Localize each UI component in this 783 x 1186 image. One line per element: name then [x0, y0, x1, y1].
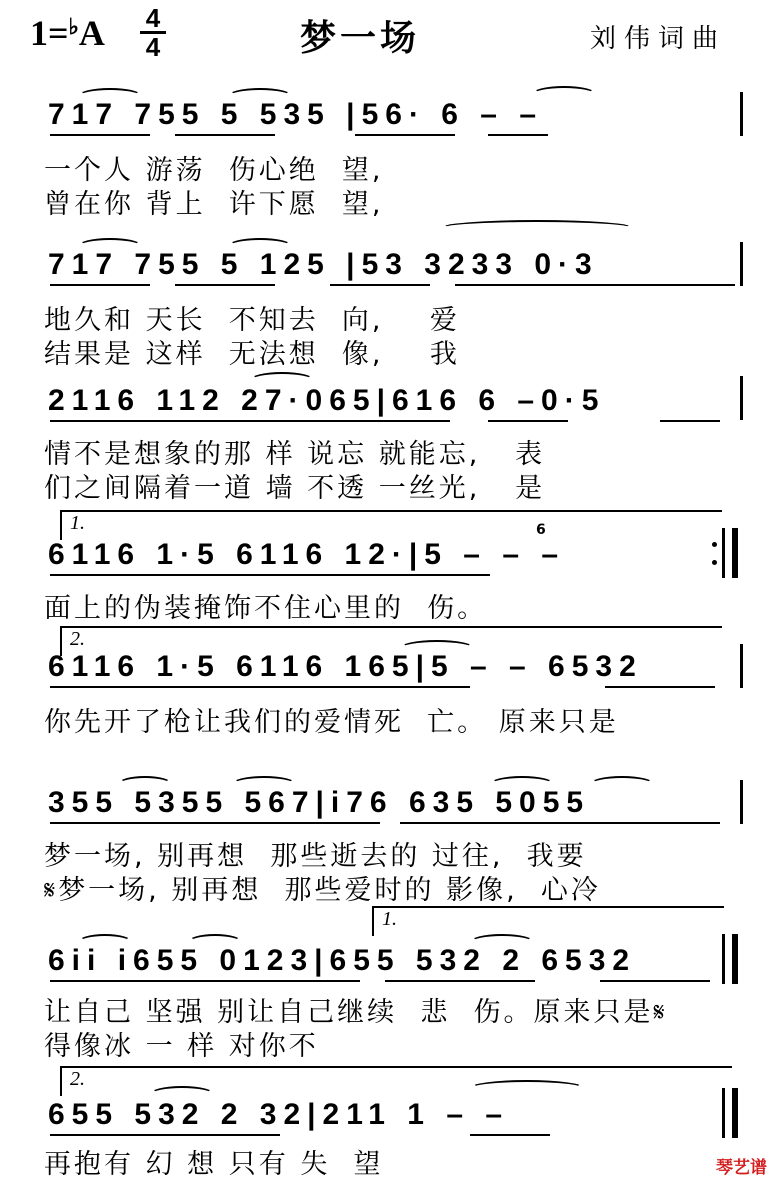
final-barline: [732, 1088, 738, 1138]
volta-number: 2.: [70, 628, 85, 650]
beam: [330, 284, 430, 286]
song-title: 梦一场: [300, 18, 421, 59]
volta-bracket: [60, 510, 722, 540]
lyric-line: 一个人 游荡 伤心绝 望,: [44, 155, 384, 186]
lyric-line: 得像冰 一 样 对你不: [44, 1031, 319, 1062]
notes-row: 6116 1·5 6116 165|5 – – 6532: [48, 650, 643, 683]
beam: [50, 574, 490, 576]
beam: [50, 134, 150, 136]
grace-note: 6: [536, 522, 546, 538]
watermark-logo: [716, 1153, 767, 1178]
time-top: 4: [145, 3, 161, 33]
barline: [740, 780, 743, 824]
repeat-dot: [712, 560, 717, 565]
lyric-line: 们之间隔着一道 墙 不透 一丝光, 是: [44, 473, 546, 504]
beam: [50, 822, 380, 824]
volta-bracket: [372, 906, 724, 936]
time-signature: [140, 3, 166, 62]
barline: [740, 242, 743, 286]
slur: [490, 776, 554, 792]
lyric-line: 你先开了枪让我们的爱情死 亡。 原来只是: [44, 707, 619, 738]
slur: [118, 776, 172, 792]
barline: [740, 644, 743, 688]
volta-number: 2.: [70, 1068, 85, 1090]
beam: [488, 134, 548, 136]
beam: [175, 284, 275, 286]
notes-row: 6ii i655 0123|655 532 2 6532: [48, 944, 637, 977]
beam: [600, 980, 710, 982]
beam: [50, 420, 450, 422]
beam: [488, 420, 568, 422]
beam: [50, 980, 360, 982]
slur: [78, 88, 142, 104]
slur: [470, 1080, 584, 1096]
lyric-text: 梦一场, 别再想 那些爱时的 影像, 心冷: [58, 875, 601, 906]
notes-row: 655 532 2 32|211 1 – –: [48, 1098, 525, 1131]
segno-icon: 𝄋: [653, 998, 668, 1028]
final-barline: [732, 528, 738, 578]
slur: [188, 934, 242, 950]
notes-row: 355 5355 567|i76 635 5055: [48, 786, 591, 819]
lyric-text: 让自己 坚强 别让自己继续 悲 伤。原来只是: [44, 997, 654, 1028]
barline: [740, 92, 743, 136]
beam: [660, 420, 720, 422]
beam: [455, 284, 735, 286]
beam: [605, 686, 715, 688]
key-note: A: [78, 13, 105, 53]
slur: [400, 640, 474, 656]
time-bottom: 4: [145, 32, 161, 62]
lyric-line: 面上的伪装掩饰不住心里的 伤。: [44, 593, 488, 624]
slur: [250, 372, 314, 388]
final-barline: [732, 934, 738, 984]
slur: [590, 776, 654, 792]
lyric-line: 地久和 天长 不知去 向, 爱: [44, 305, 460, 336]
volta-number: 1.: [70, 512, 85, 534]
barline: [722, 1088, 725, 1138]
notes-row: 2116 112 27·065|616 6 –0·5: [48, 384, 606, 417]
lyric-line: [44, 868, 601, 907]
lyric-line: 结果是 这样 无法想 像, 我: [44, 339, 460, 370]
slur: [232, 776, 296, 792]
lyric-line: 再抱有 幻 想 只有 失 望: [44, 1149, 384, 1180]
slur: [228, 88, 292, 104]
lyric-line: 情不是想象的那 样 说忘 就能忘, 表: [44, 439, 546, 470]
slur: [440, 220, 634, 236]
repeat-dot: [712, 542, 717, 547]
beam: [355, 134, 455, 136]
watermark-text: 琴艺谱: [716, 1158, 767, 1178]
barline: [740, 376, 743, 420]
slur: [78, 934, 132, 950]
song-author: 刘伟词曲: [590, 24, 727, 54]
notes-row: 717 755 5 535 |56· 6 – –: [48, 98, 559, 131]
notes-row: 6116 1·5 6116 12·|5 – – –: [48, 538, 581, 571]
slur: [532, 86, 596, 102]
key-signature: [30, 12, 105, 54]
beam: [470, 1134, 550, 1136]
beam: [400, 822, 720, 824]
slur: [228, 238, 292, 254]
slur: [470, 934, 534, 950]
segno-icon: 𝄋: [44, 876, 59, 906]
volta-number: 1.: [382, 908, 397, 930]
beam: [385, 980, 535, 982]
beam: [50, 284, 150, 286]
lyric-line: 梦一场, 别再想 那些逝去的 过往, 我要: [44, 841, 587, 872]
beam: [175, 134, 275, 136]
beam: [50, 686, 470, 688]
slur: [78, 238, 142, 254]
slur: [150, 1086, 214, 1102]
notes-row: 717 755 5 125 |53 3233 0·3: [48, 248, 599, 281]
lyric-line: 曾在你 背上 许下愿 望,: [44, 189, 384, 220]
flat-icon: ♭: [68, 14, 79, 39]
barline: [722, 934, 725, 984]
beam: [50, 1134, 280, 1136]
barline: [722, 528, 725, 578]
key-prefix: 1=: [30, 13, 69, 53]
